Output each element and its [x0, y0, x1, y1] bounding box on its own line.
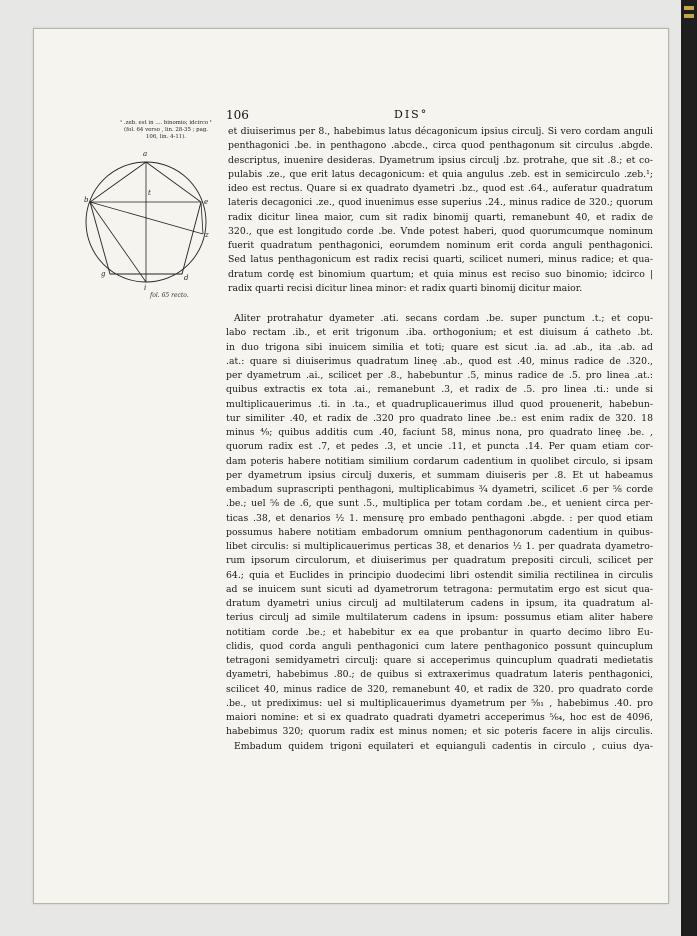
book-spine-edge: [681, 0, 697, 936]
diameter-bz: [90, 202, 203, 234]
text-line: dam poteris habere notitiam similium cordarum cadentium in quolibet circulo, si ipsam: [226, 455, 653, 467]
text-line: Embadum quidem trigoni equilateri et equianguli cadentis in circulo , cuius dya-: [234, 740, 653, 752]
text-line: notitiam corde .be.; et habebitur ex ea que probantur in quarto decimo libro Eu-: [226, 626, 653, 638]
text-line: minus ⁴⁄₉; quibus additis cum .40, faciunt 58, minus nona, pro quadrato lineę .be. ,: [226, 427, 653, 438]
text-line: possumus habere notitiam embadorum omnium penthagonorum cadentium in quibus-: [226, 526, 653, 538]
text-line: terius circulj ad simile multilaterum cadens in ipsum: possumus etiam aliter habere: [226, 612, 653, 624]
text-line: maiori nomine: et si ex quadrato quadrati dyametri acceperimus ⁵⁄₆₄, hoc est de 4096,: [226, 712, 653, 723]
pentagon-circle-figure: [84, 146, 216, 292]
label-g: g: [101, 270, 106, 278]
text-line: .at.: quare si diuiserimus quadratum lineę .ab., quod est .40, minus radice de .320.,: [226, 355, 653, 367]
text-line: et diuiserimus per 8., habebimus latus décagonicum ipsius circulj. Si vero cordam anguli: [228, 126, 653, 137]
text-line: libet circulis: si multiplicauerimus perticas 38, et denarios ½ 1. per quadrata dyametro-: [226, 541, 653, 552]
text-line: .be.; uel ⁵⁄₈ de .6, que sunt .5., multiplica per totam cordam .be., et uenient circa per-: [226, 498, 653, 510]
text-line: per dyametrum ipsius circulj duxeris, et summam diuiseris per .8. Et ut habeamus: [226, 469, 653, 481]
text-line: tetragoni semidyametri circulj: quare si acceperimus quincuplum quadrati medietatis: [226, 655, 653, 666]
figure-caption: fol. 65 recto.: [150, 292, 189, 299]
margin-note: [107, 120, 225, 141]
text-line: quorum radix est .7, et pedes .3, et uncie .11, et puncta .14. Per quam etiam cor-: [226, 441, 653, 453]
text-line: radix quarti recisi dicitur linea minor: et radix quarti binomij dicitur maior.: [228, 282, 583, 294]
text-line: scilicet 40, minus radice de 320, remanebunt 40, et radix de 320. pro quadrato corde: [226, 683, 653, 695]
text-line: ideo est rectus. Quare si ex quadrato dyametri .bz., quod est .64., auferatur quadratum: [228, 183, 653, 194]
text-line: in duo trigona sibi inuicem similia et toti; quare est sicut .ia. ad .ab., ita .ab. ad: [226, 341, 653, 353]
text-line: clidis, quod corda anguli penthagonici cum latere penthagonico possunt quincuplum: [226, 640, 653, 652]
text-line: dratum cordę est binomium quartum; et quia minus est reciso suo binomio; idcirco |: [228, 268, 653, 280]
label-d: d: [184, 274, 189, 282]
text-line: dratum dyametri unius circulj ad multilaterum cadens in ipsum, ita quadratum al-: [226, 598, 653, 609]
text-line: descriptus, inuenire desideras. Dyametrum ipsius circulj .bz. protrahe, que sit .8.; et co-: [228, 154, 653, 166]
label-a: a: [143, 150, 148, 158]
text-line: .be., ut prediximus: uel si multiplicauerimus dyametrum per ⁵⁄₈₁ , habebimus .40. pro: [226, 697, 653, 709]
text-line: pulabis .ze., que erit latus decagonicum: et quia angulus .zeb. est in semicirculo .zeb.¹;: [228, 168, 653, 180]
text-line: Aliter protrahatur dyameter .ati. secans cordam .be. super punctum .t.; et copu-: [234, 313, 653, 324]
text-line: embadum suprascripti penthagoni, multiplicabimus ³⁄₄ dyametri, scilicet .6 per ⁵⁄₈ corde: [226, 484, 653, 495]
side-ze: [201, 202, 203, 234]
running-header: [226, 108, 654, 122]
text-line: tur similiter .40, et radix de .320 pro quadrato linee .be.: est enim radix de 320. 18: [226, 412, 653, 424]
text-line: lateris decagonici .ze., quod inuenimus esse superius .24., minus radice de 320.; quorum: [228, 197, 653, 209]
text-line: multiplicauerimus .ti. in .ta., et quadruplicauerimus illud quod prouenerit, habebun-: [226, 398, 653, 410]
label-i: i: [144, 284, 147, 292]
margin-note-line: (fol. 64 verso , lin. 28-35 ; pag.: [124, 127, 208, 133]
label-z: z: [205, 231, 209, 239]
label-e: e: [204, 198, 209, 206]
text-line: 64.; quia et Euclides in principio duodecimi libri ostendit similia rectilinea in circulis: [226, 569, 653, 581]
running-title: DIS°: [394, 108, 429, 121]
margin-note-line: ¹ .zeb. est in .... binomio; idcirco ¹: [120, 120, 212, 126]
line-ib: [90, 202, 146, 282]
text-line: radix dicitur linea maior, cum sit radix binomij quarti, remanebunt 40, et radix de: [228, 211, 653, 223]
text-line: Sed latus penthagonicum est radix recisi quarti, scilicet numeri, minus radice; et qua-: [228, 254, 653, 266]
spine-ribbon-mark: [684, 6, 694, 10]
margin-note-line: 106, lin. 4-11).: [146, 134, 186, 140]
text-line: quibus extractis ex tota .ai., remanebunt .3, et radix de .5. pro linea .ti.: unde si: [226, 384, 653, 396]
page-number: 106: [226, 108, 249, 122]
text-line: labo rectam .ib., et erit trigonum .iba. orthogonium; et est diuisum á catheto .bt.: [226, 327, 653, 339]
text-block-upper: [228, 125, 653, 296]
text-line: rum ipsorum circulorum, et diuiserimus per quadratum prepositi circuli, scilicet per: [226, 555, 653, 567]
text-block-lower: [226, 312, 653, 754]
label-b: b: [84, 196, 89, 204]
text-line: penthagonici .be. in penthagono .abcde., circa quod penthagonum sit circulus .abgde.: [228, 140, 653, 152]
label-t: t: [148, 189, 151, 197]
text-line: fuerit quadratum penthagonici, eorumdem nominum erit corda anguli penthagonici.: [228, 240, 653, 251]
text-line: per dyametrum .ai., scilicet per .8., habebuntur .5, minus radice de .5. pro linea .at.:: [226, 370, 653, 381]
text-line: ticas .38, et denarios ½ 1. mensurę pro embado penthagoni .abgde. : per quod etiam: [226, 512, 653, 524]
text-line: dyametri, habebimus .80.; de quibus si extraxerimus quadratum lateris penthagonici,: [226, 669, 653, 681]
text-line: 320., que est longitudo corde .be. Vnde potest haberi, quod quorumcumque nominum: [228, 225, 653, 237]
text-line: habebimus 320; quorum radix est minus nomen; et sic poteris facere in alijs circulis.: [226, 726, 653, 738]
text-line: ad se inuicem sunt sicuti ad dyametrorum tetragona: permutatim ergo est sicut qua-: [226, 583, 653, 595]
spine-ribbon-mark: [684, 14, 694, 18]
